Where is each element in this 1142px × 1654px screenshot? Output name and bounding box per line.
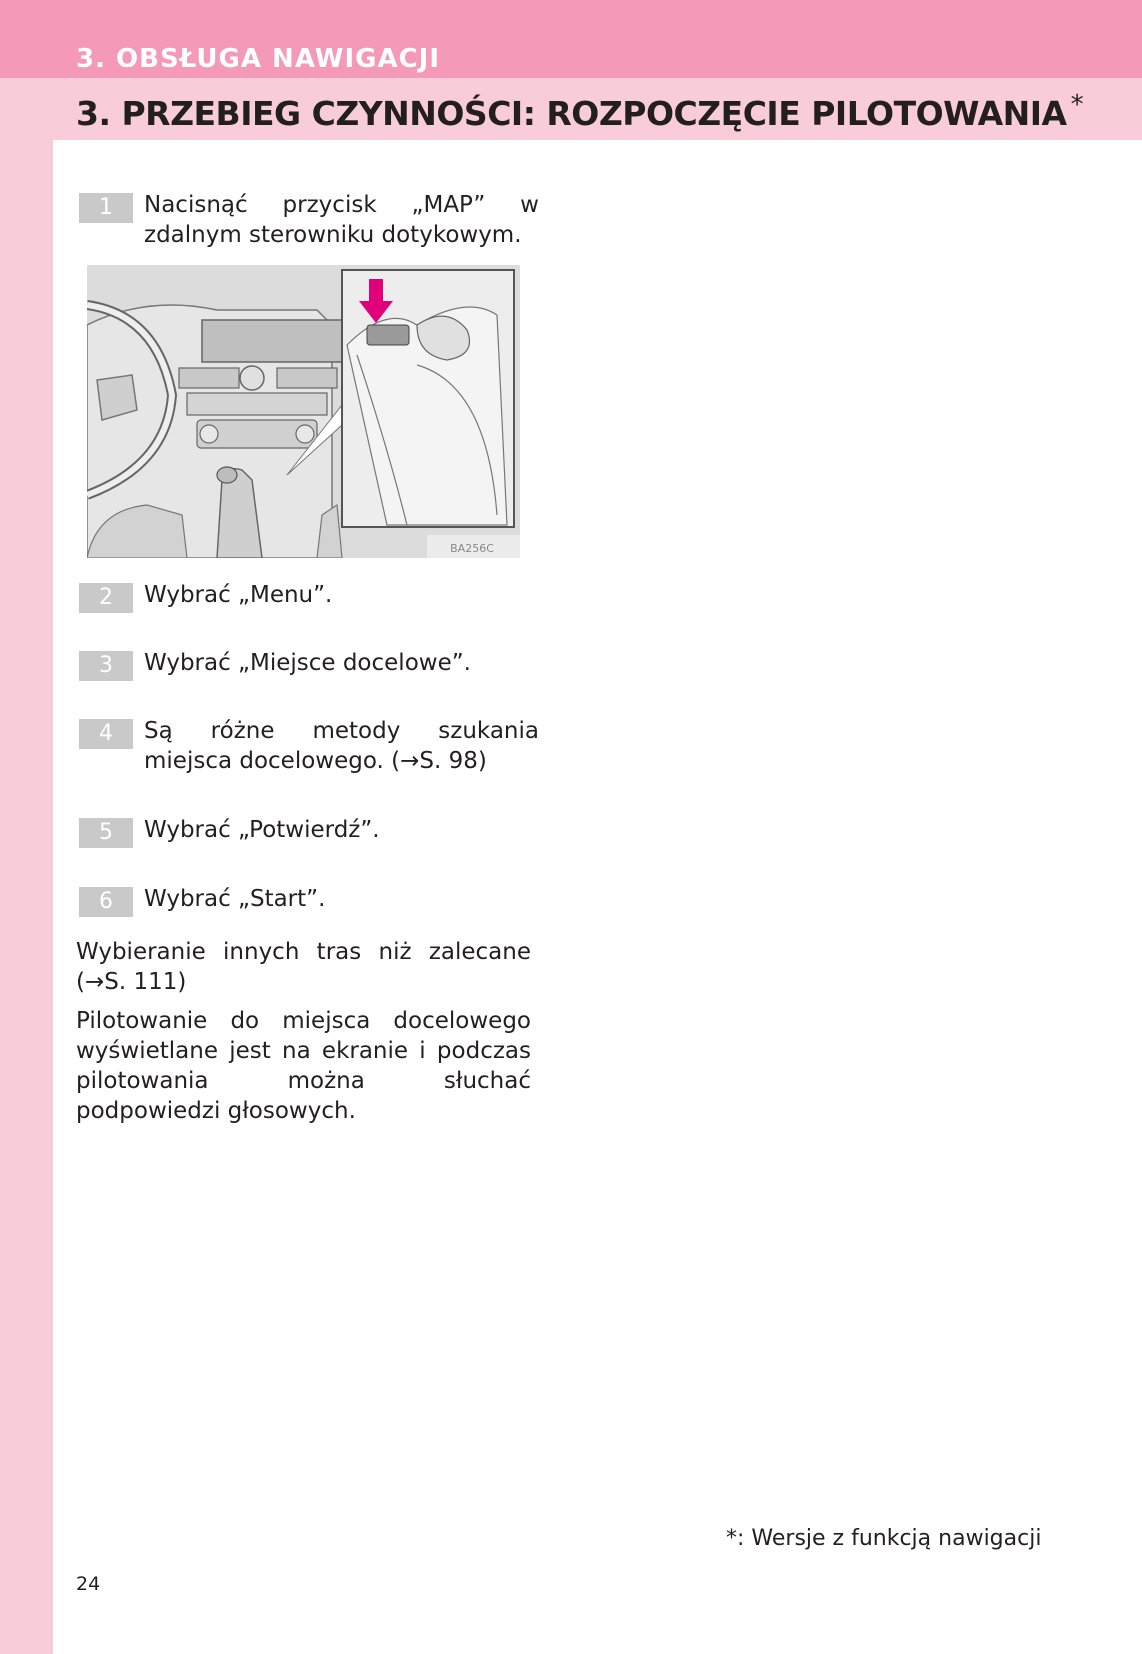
- body-paragraph-routes: Wybieranie innych tras niż zalecane (→S. 111): [76, 939, 531, 995]
- step-text: Nacisnąć przycisk „MAP” w zdalnym sterowniku dotykowym.: [144, 192, 539, 248]
- side-color-band: [0, 0, 53, 1654]
- page-number: 24: [76, 1573, 101, 1595]
- step-6: [79, 884, 539, 918]
- step-number: 3: [79, 651, 133, 681]
- illustration-code: BA256C: [450, 542, 494, 555]
- step-3: [79, 648, 539, 682]
- footnote: *: Wersje z funkcją nawigacji: [726, 1526, 1042, 1551]
- step-text: Są różne metody szukania miejsca docelowego. (→S. 98): [144, 718, 539, 774]
- step-5: [79, 815, 539, 849]
- step-number: 4: [79, 719, 133, 749]
- step-1: [79, 190, 539, 252]
- step-number: 6: [79, 887, 133, 917]
- step-text: Wybrać „Miejsce docelowe”.: [144, 650, 471, 676]
- step-number: 1: [79, 193, 133, 223]
- step-4: [79, 716, 539, 778]
- step-text: Wybrać „Start”.: [144, 886, 326, 912]
- section-label: 3. OBSŁUGA NAWIGACJI: [76, 44, 441, 74]
- page-title-text: 3. PRZEBIEG CZYNNOŚCI: ROZPOCZĘCIE PILOTOWANIA: [76, 94, 1067, 133]
- body-paragraph-guidance: Pilotowanie do miejsca docelowego wyświetlane jest na ekranie i podczas pilotowania można słuchać podpowiedzi głosowych.: [76, 1008, 531, 1124]
- dashboard-illustration: [87, 265, 520, 558]
- step-text: Wybrać „Menu”.: [144, 582, 333, 608]
- step-number: 5: [79, 818, 133, 848]
- step-2: [79, 580, 539, 614]
- title-asterisk: *: [1070, 90, 1084, 120]
- step-text: Wybrać „Potwierdź”.: [144, 817, 380, 843]
- step-number: 2: [79, 583, 133, 613]
- page-title: [76, 90, 1083, 133]
